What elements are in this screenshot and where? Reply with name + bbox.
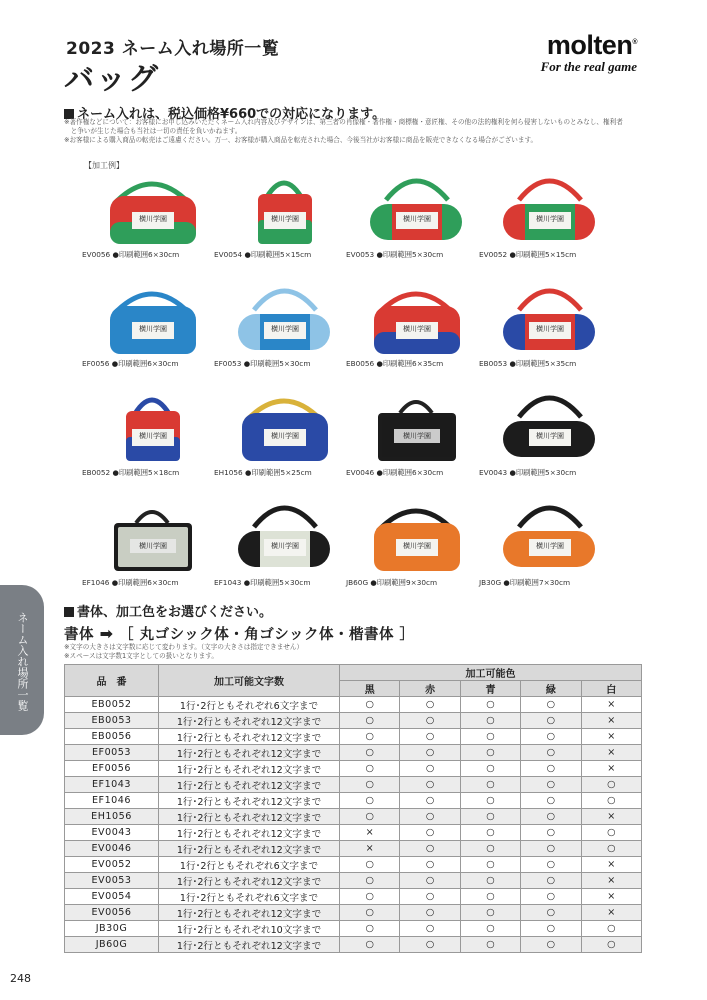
bag-image <box>92 168 212 248</box>
bag-image <box>356 495 476 575</box>
note-line: ※お客様による購入商品の転売はご遠慮ください。万一、お客様が購入商品を転売された場合、今後当社がお客様に商品を販売できなくなる場合がございます。 <box>64 136 538 144</box>
bag-image <box>92 495 212 575</box>
table-row <box>65 841 642 857</box>
print-area-text: 横川学園 <box>403 325 431 333</box>
cell-color-availability: ○ <box>460 873 520 889</box>
bag-caption <box>214 578 310 588</box>
bullet-icon: ● <box>110 250 119 259</box>
print-area-text: 横川学園 <box>403 432 431 440</box>
cell-color-availability: × <box>340 825 400 841</box>
cell-color-availability: ○ <box>581 825 641 841</box>
square-bullet-icon <box>64 607 74 617</box>
bag-print-range: 印刷範囲7×30cm <box>509 578 571 587</box>
bullet-icon: ● <box>374 468 383 477</box>
bullet-icon: ● <box>374 359 383 368</box>
bag-code: EV0043 <box>479 468 508 477</box>
cell-color-availability: ○ <box>400 889 460 905</box>
bag-image <box>356 385 476 465</box>
bullet-icon: ● <box>507 468 516 477</box>
cell-color-availability: ○ <box>460 921 520 937</box>
cell-color-availability: ○ <box>460 841 520 857</box>
cell-color-availability: ○ <box>340 809 400 825</box>
page-number: 248 <box>10 972 31 985</box>
bullet-icon: ● <box>501 578 510 587</box>
cell-color-availability: ○ <box>340 761 400 777</box>
bag-caption <box>214 250 311 260</box>
table-row <box>65 713 642 729</box>
bag-image <box>489 385 609 465</box>
bag-caption <box>214 468 312 478</box>
cell-color-availability: ○ <box>400 873 460 889</box>
bag-caption <box>479 359 576 369</box>
cell-chars: 1行･2行ともそれぞれ6文字まで <box>159 697 340 713</box>
bag-image <box>489 495 609 575</box>
print-area-text: 横川学園 <box>536 542 564 550</box>
bag-code: EV0046 <box>346 468 375 477</box>
cell-chars: 1行･2行ともそれぞれ12文字まで <box>159 745 340 761</box>
spec-table <box>64 664 642 953</box>
bag-code: EB0052 <box>82 468 111 477</box>
print-area-text: 横川学園 <box>139 432 167 440</box>
bag-print-range: 印刷範囲6×30cm <box>118 250 180 259</box>
print-area-text: 横川学園 <box>271 542 299 550</box>
bag-code: EH1056 <box>214 468 243 477</box>
bullet-icon: ● <box>242 468 252 477</box>
header-color-green: 緑 <box>521 681 581 697</box>
table-row <box>65 761 642 777</box>
bag-print-range: 印刷範囲6×35cm <box>382 359 444 368</box>
font-note: ※文字の大きさは文字数に応じて変わります。（文字の大きさは指定できません） <box>64 643 304 651</box>
bag-code: EF0053 <box>214 359 242 368</box>
bag-print-range: 印刷範囲6×30cm <box>382 468 444 477</box>
cell-color-availability: × <box>581 729 641 745</box>
cell-color-availability: ○ <box>400 905 460 921</box>
cell-chars: 1行･2行ともそれぞれ12文字まで <box>159 825 340 841</box>
cell-color-availability: × <box>581 713 641 729</box>
bag-caption <box>346 359 443 369</box>
cell-color-availability: ○ <box>400 841 460 857</box>
cell-chars: 1行･2行ともそれぞれ12文字まで <box>159 761 340 777</box>
font-notes <box>64 643 303 661</box>
cell-color-availability: ○ <box>581 841 641 857</box>
bag-image <box>356 278 476 358</box>
bag-print-range: 印刷範囲5×30cm <box>250 359 311 368</box>
bullet-icon: ● <box>368 578 377 587</box>
bag-image <box>224 385 344 465</box>
font-options: ［ 丸ゴシック体・角ゴシック体・楷書体 ］ <box>119 627 415 643</box>
cell-color-availability: ○ <box>521 841 581 857</box>
bag-image <box>356 168 476 248</box>
cell-chars: 1行･2行ともそれぞれ12文字まで <box>159 729 340 745</box>
bag-code: JB60G <box>346 578 369 587</box>
cell-color-availability: × <box>581 873 641 889</box>
bag-print-range: 印刷範囲6×30cm <box>118 578 179 587</box>
cell-code: JB60G <box>65 937 159 953</box>
font-options-line <box>64 623 415 644</box>
print-area-text: 横川学園 <box>139 325 167 333</box>
cell-color-availability: ○ <box>400 857 460 873</box>
cell-chars: 1行･2行ともそれぞれ12文字まで <box>159 905 340 921</box>
cell-color-availability: ○ <box>521 761 581 777</box>
note-line: と争いが生じた場合も当社は一切の責任を負いかねます。 <box>64 127 242 135</box>
print-area-text: 横川学園 <box>139 542 167 550</box>
bag-caption <box>82 250 179 260</box>
cell-color-availability: ○ <box>340 873 400 889</box>
cell-color-availability: ○ <box>460 905 520 921</box>
font-note: ※スペースは文字数1文字としての扱いとなります。 <box>64 652 218 660</box>
table-row <box>65 921 642 937</box>
bag-caption <box>479 468 576 478</box>
bullet-icon: ● <box>109 359 119 368</box>
bag-print-range: 印刷範囲5×35cm <box>515 359 577 368</box>
cell-color-availability: ○ <box>340 921 400 937</box>
cell-color-availability: ○ <box>460 745 520 761</box>
print-area-text: 横川学園 <box>271 325 299 333</box>
cell-color-availability: ○ <box>340 697 400 713</box>
bag-code: EF1043 <box>214 578 242 587</box>
bullet-icon: ● <box>109 578 119 587</box>
notes-block <box>64 118 623 145</box>
cell-color-availability: ○ <box>460 937 520 953</box>
cell-color-availability: ○ <box>340 889 400 905</box>
cell-color-availability: ○ <box>400 745 460 761</box>
arrow-right-icon: ➡ <box>99 624 114 643</box>
bag-caption <box>82 359 178 369</box>
bag-image <box>489 278 609 358</box>
bag-print-range: 印刷範囲5×18cm <box>118 468 180 477</box>
cell-code: EH1056 <box>65 809 159 825</box>
bag-code: EF0056 <box>82 359 110 368</box>
bag-caption <box>479 578 570 588</box>
table-row <box>65 793 642 809</box>
table-row <box>65 745 642 761</box>
cell-color-availability: ○ <box>521 825 581 841</box>
cell-color-availability: ○ <box>521 729 581 745</box>
cell-color-availability: ○ <box>521 873 581 889</box>
cell-color-availability: ○ <box>581 921 641 937</box>
cell-color-availability: ○ <box>340 777 400 793</box>
bullet-icon: ● <box>241 578 251 587</box>
bullet-icon: ● <box>507 359 516 368</box>
bag-print-range: 印刷範囲5×15cm <box>250 250 312 259</box>
bag-image <box>489 168 609 248</box>
cell-code: EV0046 <box>65 841 159 857</box>
cell-color-availability: ○ <box>340 745 400 761</box>
cell-color-availability: ○ <box>460 713 520 729</box>
side-tab-label: ネーム入れ場所一覧 <box>16 612 29 711</box>
bag-code: JB30G <box>479 578 502 587</box>
cell-color-availability: ○ <box>400 761 460 777</box>
cell-chars: 1行･2行ともそれぞれ12文字まで <box>159 793 340 809</box>
header-color-black: 黒 <box>340 681 400 697</box>
cell-color-availability: ○ <box>460 809 520 825</box>
cell-color-availability: ○ <box>460 889 520 905</box>
cell-color-availability: ○ <box>400 921 460 937</box>
cell-color-availability: ○ <box>581 793 641 809</box>
logo-text: molten <box>546 30 633 60</box>
cell-color-availability: ○ <box>581 937 641 953</box>
bag-code: EV0056 <box>82 250 111 259</box>
bag-print-range: 印刷範囲6×30cm <box>118 359 179 368</box>
table-row <box>65 857 642 873</box>
print-area-text: 横川学園 <box>536 215 564 223</box>
cell-chars: 1行･2行ともそれぞれ6文字まで <box>159 889 340 905</box>
logo-tagline: For the real game <box>540 59 637 74</box>
bag-code: EV0053 <box>346 250 375 259</box>
bullet-icon: ● <box>242 250 251 259</box>
print-area-text: 横川学園 <box>403 215 431 223</box>
cell-color-availability: ○ <box>460 729 520 745</box>
cell-color-availability: ○ <box>460 857 520 873</box>
cell-code: EV0054 <box>65 889 159 905</box>
cell-color-availability: ○ <box>521 777 581 793</box>
cell-code: EB0052 <box>65 697 159 713</box>
bag-caption <box>346 468 443 478</box>
bag-caption <box>82 468 179 478</box>
header-colors: 加工可能色 <box>340 665 642 681</box>
cell-code: EF1046 <box>65 793 159 809</box>
cell-color-availability: × <box>581 905 641 921</box>
print-area-text: 横川学園 <box>403 542 431 550</box>
examples-label: 【加工例】 <box>84 161 124 170</box>
bag-caption <box>82 578 178 588</box>
bag-print-range: 印刷範囲5×15cm <box>515 250 577 259</box>
cell-color-availability: ○ <box>521 937 581 953</box>
bullet-icon: ● <box>241 359 251 368</box>
cell-color-availability: ○ <box>400 697 460 713</box>
cell-color-availability: ○ <box>340 713 400 729</box>
bag-image <box>92 385 212 465</box>
cell-color-availability: ○ <box>400 777 460 793</box>
bag-print-range: 印刷範囲9×30cm <box>376 578 438 587</box>
font-section-heading: 書体、加工色をお選びください。 <box>64 601 272 620</box>
bag-caption <box>214 359 310 369</box>
cell-color-availability: ○ <box>521 857 581 873</box>
cell-code: EF1043 <box>65 777 159 793</box>
page-title: バッグ <box>64 62 160 97</box>
font-label: 書体 <box>64 627 94 643</box>
price-notice: ネーム入れは、税込価格¥660での対応になります。 <box>64 103 385 122</box>
cell-color-availability: ○ <box>460 761 520 777</box>
cell-color-availability: ○ <box>521 921 581 937</box>
cell-color-availability: ○ <box>400 713 460 729</box>
table-row <box>65 905 642 921</box>
table-row <box>65 697 642 713</box>
cell-color-availability: ○ <box>521 793 581 809</box>
cell-color-availability: ○ <box>400 729 460 745</box>
bag-print-range: 印刷範囲5×25cm <box>251 468 312 477</box>
table-row <box>65 825 642 841</box>
cell-chars: 1行･2行ともそれぞれ10文字まで <box>159 921 340 937</box>
cell-chars: 1行･2行ともそれぞれ12文字まで <box>159 841 340 857</box>
cell-color-availability: ○ <box>460 777 520 793</box>
bag-code: EB0056 <box>346 359 375 368</box>
cell-color-availability: ○ <box>400 825 460 841</box>
header-color-blue: 青 <box>460 681 520 697</box>
cell-code: EV0053 <box>65 873 159 889</box>
cell-code: EV0056 <box>65 905 159 921</box>
cell-color-availability: ○ <box>521 809 581 825</box>
print-area-text: 横川学園 <box>271 432 299 440</box>
note-line: ※著作権などについて：お客様にお申し込みいただくネーム入れ内容及びデザインは、第三者の肖像権・著作権・商標権・意匠権、その他の法的権利を何ら侵害しないものとみなし、権利者 <box>64 118 623 126</box>
cell-color-availability: × <box>581 761 641 777</box>
bag-print-range: 印刷範囲5×30cm <box>250 578 311 587</box>
header-color-white: 白 <box>581 681 641 697</box>
header-color-red: 赤 <box>400 681 460 697</box>
cell-color-availability: × <box>581 857 641 873</box>
cell-color-availability: × <box>581 889 641 905</box>
cell-code: EV0043 <box>65 825 159 841</box>
cell-color-availability: × <box>581 697 641 713</box>
bag-caption <box>346 578 437 588</box>
header-code: 品 番 <box>65 665 159 697</box>
bag-image <box>92 278 212 358</box>
brand-logo: molten® For the real game <box>540 30 637 74</box>
print-area-text: 横川学園 <box>271 215 299 223</box>
cell-code: EV0052 <box>65 857 159 873</box>
cell-color-availability: ○ <box>340 937 400 953</box>
bag-print-range: 印刷範囲5×30cm <box>382 250 444 259</box>
cell-color-availability: ○ <box>521 905 581 921</box>
table-row <box>65 889 642 905</box>
cell-chars: 1行･2行ともそれぞれ12文字まで <box>159 713 340 729</box>
cell-code: EB0053 <box>65 713 159 729</box>
bag-code: EV0052 <box>479 250 508 259</box>
cell-color-availability: ○ <box>521 713 581 729</box>
cell-code: EF0056 <box>65 761 159 777</box>
cell-color-availability: ○ <box>340 729 400 745</box>
table-row <box>65 809 642 825</box>
cell-color-availability: ○ <box>460 697 520 713</box>
cell-color-availability: ○ <box>460 825 520 841</box>
table-row <box>65 873 642 889</box>
print-area-text: 横川学園 <box>139 215 167 223</box>
bag-caption <box>479 250 576 260</box>
cell-color-availability: × <box>581 809 641 825</box>
print-area-text: 横川学園 <box>536 432 564 440</box>
cell-color-availability: × <box>581 745 641 761</box>
bag-print-range: 印刷範囲5×30cm <box>515 468 577 477</box>
bag-code: EV0054 <box>214 250 243 259</box>
cell-color-availability: ○ <box>400 809 460 825</box>
bag-image <box>224 278 344 358</box>
cell-color-availability: ○ <box>581 777 641 793</box>
table-row <box>65 729 642 745</box>
bullet-icon: ● <box>374 250 383 259</box>
page-subtitle: 2023 ネーム入れ場所一覧 <box>66 39 280 59</box>
cell-chars: 1行･2行ともそれぞれ6文字まで <box>159 857 340 873</box>
bag-image <box>224 168 344 248</box>
bag-code: EB0053 <box>479 359 508 368</box>
cell-code: EB0056 <box>65 729 159 745</box>
cell-chars: 1行･2行ともそれぞれ12文字まで <box>159 777 340 793</box>
cell-code: EF0053 <box>65 745 159 761</box>
cell-chars: 1行･2行ともそれぞれ12文字まで <box>159 873 340 889</box>
cell-color-availability: ○ <box>521 889 581 905</box>
print-area-text: 横川学園 <box>536 325 564 333</box>
cell-color-availability: ○ <box>460 793 520 809</box>
cell-color-availability: ○ <box>400 793 460 809</box>
bag-code: EF1046 <box>82 578 110 587</box>
cell-chars: 1行･2行ともそれぞれ12文字まで <box>159 937 340 953</box>
cell-chars: 1行･2行ともそれぞれ12文字まで <box>159 809 340 825</box>
cell-code: JB30G <box>65 921 159 937</box>
table-row <box>65 937 642 953</box>
cell-color-availability: ○ <box>340 905 400 921</box>
cell-color-availability: ○ <box>400 937 460 953</box>
bullet-icon: ● <box>110 468 119 477</box>
header-chars: 加工可能文字数 <box>159 665 340 697</box>
table-row <box>65 777 642 793</box>
bag-caption <box>346 250 443 260</box>
cell-color-availability: ○ <box>521 745 581 761</box>
cell-color-availability: ○ <box>340 793 400 809</box>
cell-color-availability: × <box>340 841 400 857</box>
bullet-icon: ● <box>507 250 516 259</box>
bag-image <box>224 495 344 575</box>
cell-color-availability: ○ <box>340 857 400 873</box>
cell-color-availability: ○ <box>521 697 581 713</box>
